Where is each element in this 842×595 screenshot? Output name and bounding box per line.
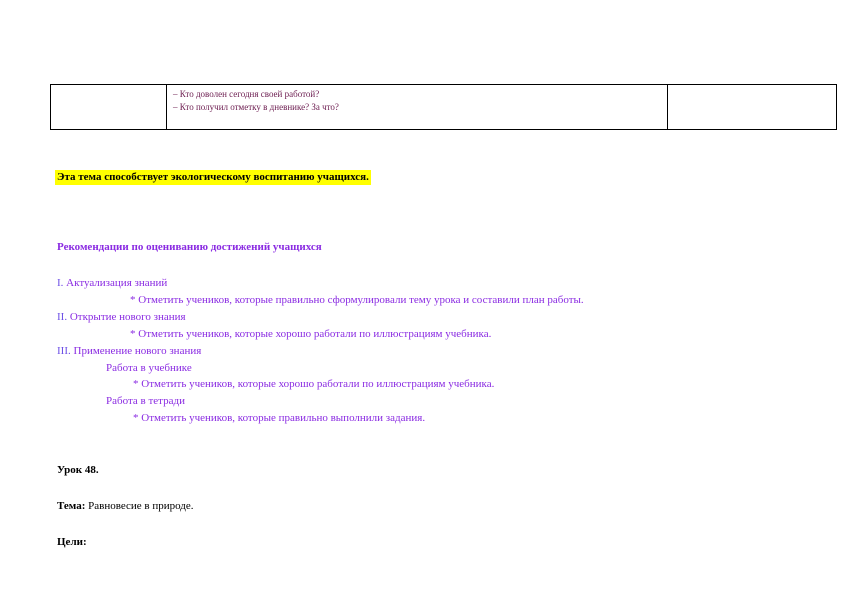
table-cell-questions (167, 85, 668, 130)
section-2-title: Открытие нового знания (69, 311, 186, 323)
section-3-number: III. (57, 345, 71, 357)
table-cell-empty-right (668, 85, 837, 130)
section-3-title: Применение нового знания (73, 345, 202, 357)
question-line: – Кто доволен сегодня своей работой? (173, 89, 320, 99)
topic-value: Равновесие в природе. (88, 500, 194, 512)
section-1-number: I. (57, 277, 64, 289)
section-2-heading (57, 311, 186, 323)
section-1-heading (57, 277, 167, 289)
highlight-note-block (55, 167, 371, 185)
table-cell-empty-left (51, 85, 167, 130)
subsection-2-item: * Отметить учеников, которые правильно выполнили задания. (133, 412, 426, 424)
subsection-1-title: Работа в учебнике (106, 362, 192, 374)
section-2-item: * Отметить учеников, которые хорошо работали по иллюстрациям учебника. (130, 328, 492, 340)
lesson-number: Урок 48. (57, 464, 99, 476)
section-1-title: Актуализация знаний (66, 277, 168, 289)
section-2-number: II. (57, 311, 68, 323)
lesson-table (50, 84, 837, 130)
table-row (51, 85, 837, 130)
section-1-item: * Отметить учеников, которые правильно сформулировали тему урока и составили план работы. (130, 294, 584, 306)
question-line: – Кто получил отметку в дневнике? За что? (173, 102, 339, 112)
highlight-note: Эта тема способствует экологическому воспитанию учащихся. (57, 171, 369, 183)
subsection-1-item: * Отметить учеников, которые хорошо работали по иллюстрациям учебника. (133, 378, 495, 390)
topic-label: Тема: (57, 500, 86, 512)
section-3-heading (57, 345, 201, 357)
subsection-2-title: Работа в тетради (106, 395, 185, 407)
recommendations-heading: Рекомендации по оцениванию достижений учащихся (57, 241, 322, 253)
goals-label: Цели: (57, 536, 87, 548)
lesson-topic (57, 500, 194, 512)
